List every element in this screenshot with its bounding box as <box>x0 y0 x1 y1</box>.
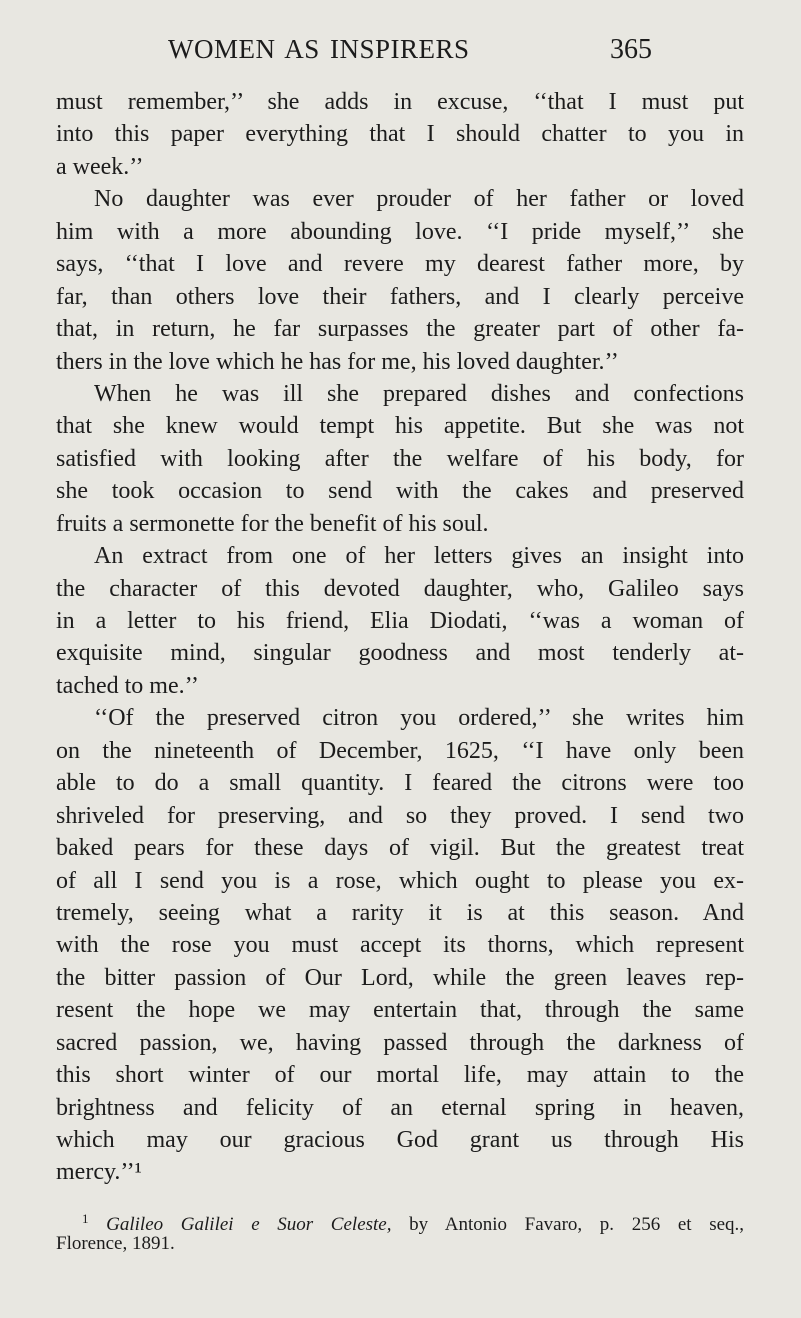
text-line: thers in the love which he has for me, his loved daughter.’’ <box>56 348 619 375</box>
text-line: the bitter passion of Our Lord, while the green leaves rep- <box>56 964 744 991</box>
text-line: that, in return, he far surpasses the greater part of other fa- <box>56 316 744 343</box>
text-line: far, than others love their fathers, and I clearly perceive <box>56 283 744 310</box>
text-line: ‘‘Of the preserved citron you ordered,’’ she writes him <box>94 705 744 732</box>
text-line: able to do a small quantity. I feared the citrons were too <box>56 770 744 797</box>
text-line: with the rose you must accept its thorns, which represent <box>56 932 744 959</box>
text-line: in a letter to his friend, Elia Diodati, ‘‘was a woman of <box>56 608 744 634</box>
text-line: brightness and felicity of an eternal spring in heaven, <box>56 1094 744 1121</box>
text-line: which may our gracious God grant us through His <box>56 1127 744 1153</box>
body-text <box>56 86 744 1189</box>
text-line: this short winter of our mortal life, may attain to the <box>56 1062 744 1089</box>
text-line: a week.’’ <box>56 153 144 180</box>
running-title: WOMEN AS INSPIRERS <box>168 34 470 64</box>
footnote-citation: by Antonio Favaro, p. 256 et seq., <box>391 1214 745 1235</box>
text-line: satisfied with looking after the welfare of his body, for <box>56 445 744 472</box>
text-line: tached to me.’’ <box>56 672 199 699</box>
footnote-line <box>56 1206 745 1235</box>
text-line: No daughter was ever prouder of her father or loved <box>94 186 744 213</box>
footnote-cited-title: Galileo Galilei e Suor Celeste, <box>106 1214 392 1235</box>
text-line: exquisite mind, singular goodness and most tenderly at- <box>56 640 744 667</box>
text-line: of all I send you is a rose, which ought to please you ex- <box>56 867 744 894</box>
text-line: she took occasion to send with the cakes and preserved <box>56 478 744 505</box>
running-head <box>0 34 801 74</box>
footnote <box>56 1206 744 1256</box>
text-line: says, ‘‘that I love and revere my dearest father more, by <box>56 251 744 278</box>
text-line: sacred passion, we, having passed through the darkness of <box>56 1029 744 1056</box>
text-line: When he was ill she prepared dishes and confections <box>94 380 744 407</box>
text-line: him with a more abounding love. ‘‘I pride myself,’’ she <box>56 218 744 245</box>
text-line: mercy.’’¹ <box>56 1159 142 1186</box>
text-line: An extract from one of her letters gives an insight into <box>94 543 744 570</box>
text-line: must remember,’’ she adds in excuse, ‘‘that I must put <box>56 89 744 115</box>
text-line: shriveled for preserving, and so they proved. I send two <box>56 802 744 829</box>
footnote-marker: 1 <box>82 1211 89 1226</box>
text-line: tremely, seeing what a rarity it is at this season. And <box>56 899 744 926</box>
footnote-line: Florence, 1891. <box>56 1233 175 1254</box>
text-line: that she knew would tempt his appetite. But she was not <box>56 413 744 440</box>
text-line: resent the hope we may entertain that, through the same <box>56 997 744 1024</box>
text-line: on the nineteenth of December, 1625, ‘‘I have only been <box>56 737 744 764</box>
page-number: 365 <box>610 34 652 65</box>
text-line: baked pears for these days of vigil. But the greatest treat <box>56 835 744 862</box>
text-line: the character of this devoted daughter, who, Galileo says <box>56 575 744 602</box>
text-line: into this paper everything that I should chatter to you in <box>56 121 744 148</box>
text-line: fruits a sermonette for the benefit of his soul. <box>56 510 489 537</box>
